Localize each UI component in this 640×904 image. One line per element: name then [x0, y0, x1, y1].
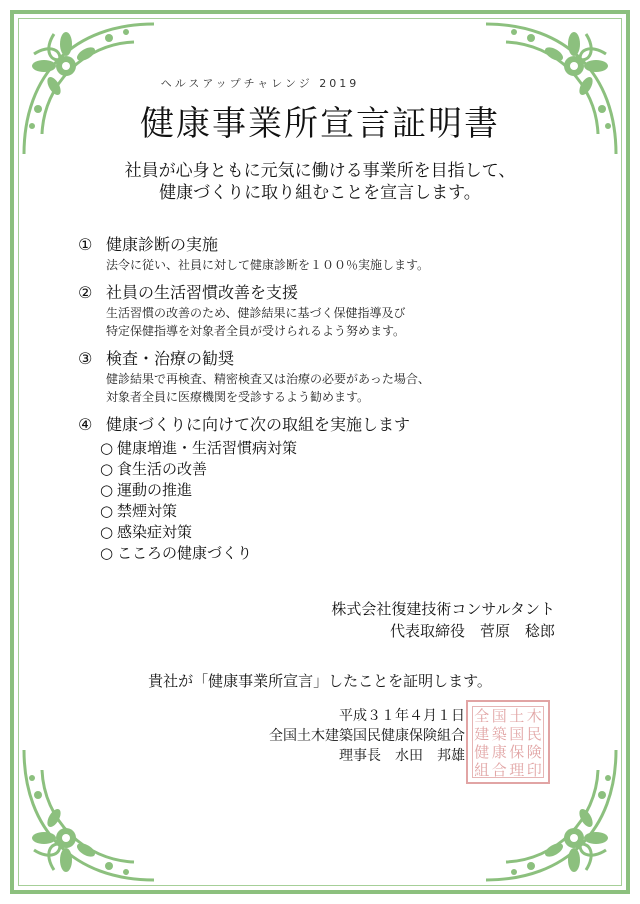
circle-mark: ○	[100, 481, 114, 499]
seal-glyph: 印	[526, 761, 542, 779]
circle-mark: ○	[100, 502, 114, 520]
seal-glyph: 健	[474, 743, 490, 761]
item-heading: 社員の生活習慣改善を支援	[106, 283, 299, 302]
issuer-organization: 全国土木建築国民健康保険組合	[269, 728, 465, 744]
issue-date: 平成３１年４月１日	[339, 708, 465, 724]
seal-glyph: 民	[526, 725, 542, 743]
seal-glyph: 国	[509, 725, 525, 743]
circle-mark: ○	[100, 439, 114, 457]
initiative-item	[100, 480, 558, 501]
initiative-item	[100, 522, 558, 543]
certification-statement: 貴社が「健康事業所宣言」したことを証明します。	[148, 672, 492, 690]
initiative-item	[100, 438, 558, 459]
item-heading: 健康づくりに向けて次の取組を実施します	[106, 415, 411, 434]
seal-glyph: 土	[509, 707, 525, 725]
official-seal-stamp	[466, 700, 550, 784]
item-number: ②	[78, 283, 93, 302]
seal-glyph: 合	[491, 761, 507, 779]
initiative-text: 運動の推進	[117, 481, 193, 499]
item-number: ④	[78, 415, 93, 434]
subtitle: ヘルスアップチャレンジ 2019	[160, 77, 360, 90]
item-number: ①	[78, 235, 93, 254]
document-title: 健康事業所宣言証明書	[140, 104, 500, 144]
initiative-list	[100, 438, 558, 564]
seal-glyph: 全	[474, 707, 490, 725]
seal-glyph: 保	[509, 743, 525, 761]
item-heading: 検査・治療の勧奨	[106, 349, 235, 368]
seal-glyph: 建	[474, 725, 490, 743]
seal-glyph: 康	[491, 743, 507, 761]
circle-mark: ○	[100, 544, 114, 562]
seal-glyph: 木	[526, 707, 542, 725]
item-heading: 健康診断の実施	[106, 235, 219, 254]
initiative-text: 禁煙対策	[117, 502, 178, 520]
initiative-item	[100, 543, 558, 564]
declaration-item-1	[78, 234, 558, 274]
intro-line: 社員が心身ともに元気に働ける事業所を目指して、	[124, 161, 516, 181]
declaration-item-2	[78, 282, 558, 340]
seal-glyph: 理	[509, 761, 525, 779]
initiative-item	[100, 459, 558, 480]
declaration-item-3	[78, 348, 558, 406]
seal-glyph: 国	[491, 707, 507, 725]
initiative-text: 感染症対策	[117, 523, 193, 541]
seal-glyph: 組	[474, 761, 490, 779]
item-description: 健診結果で再検査、精密検査又は治療の必要があった場合、	[106, 372, 430, 386]
declaration-item-4	[78, 414, 558, 564]
declaration-items	[78, 234, 558, 579]
item-number: ③	[78, 349, 93, 368]
item-description: 法令に従い、社員に対して健康診断を１００％実施します。	[106, 258, 430, 272]
seal-glyph: 険	[526, 743, 542, 761]
issuer-block	[269, 706, 465, 766]
company-name: 株式会社復建技術コンサルタント	[331, 600, 555, 618]
floral-corner-ornament-bottom-left	[14, 740, 164, 890]
circle-mark: ○	[100, 523, 114, 541]
item-description: 生活習慣の改善のため、健診結果に基づく保健指導及び	[106, 306, 406, 320]
initiative-text: 健康増進・生活習慣病対策	[117, 439, 298, 457]
circle-mark: ○	[100, 460, 114, 478]
initiative-text: こころの健康づくり	[117, 544, 253, 562]
intro-statement	[0, 160, 640, 204]
initiative-item	[100, 501, 558, 522]
seal-glyph: 築	[491, 725, 507, 743]
item-description: 特定保健指導を対象者全員が受けられるよう努めます。	[106, 324, 406, 338]
intro-line: 健康づくりに取り組むことを宣言します。	[159, 183, 481, 203]
seal-characters	[472, 706, 544, 778]
issuer-chair: 理事長 水田 邦雄	[339, 748, 465, 764]
company-representative: 代表取締役 菅原 稔郎	[389, 622, 555, 640]
initiative-text: 食生活の改善	[117, 460, 208, 478]
company-block	[331, 598, 555, 642]
item-description: 対象者全員に医療機関を受診するよう勧めます。	[106, 390, 370, 404]
